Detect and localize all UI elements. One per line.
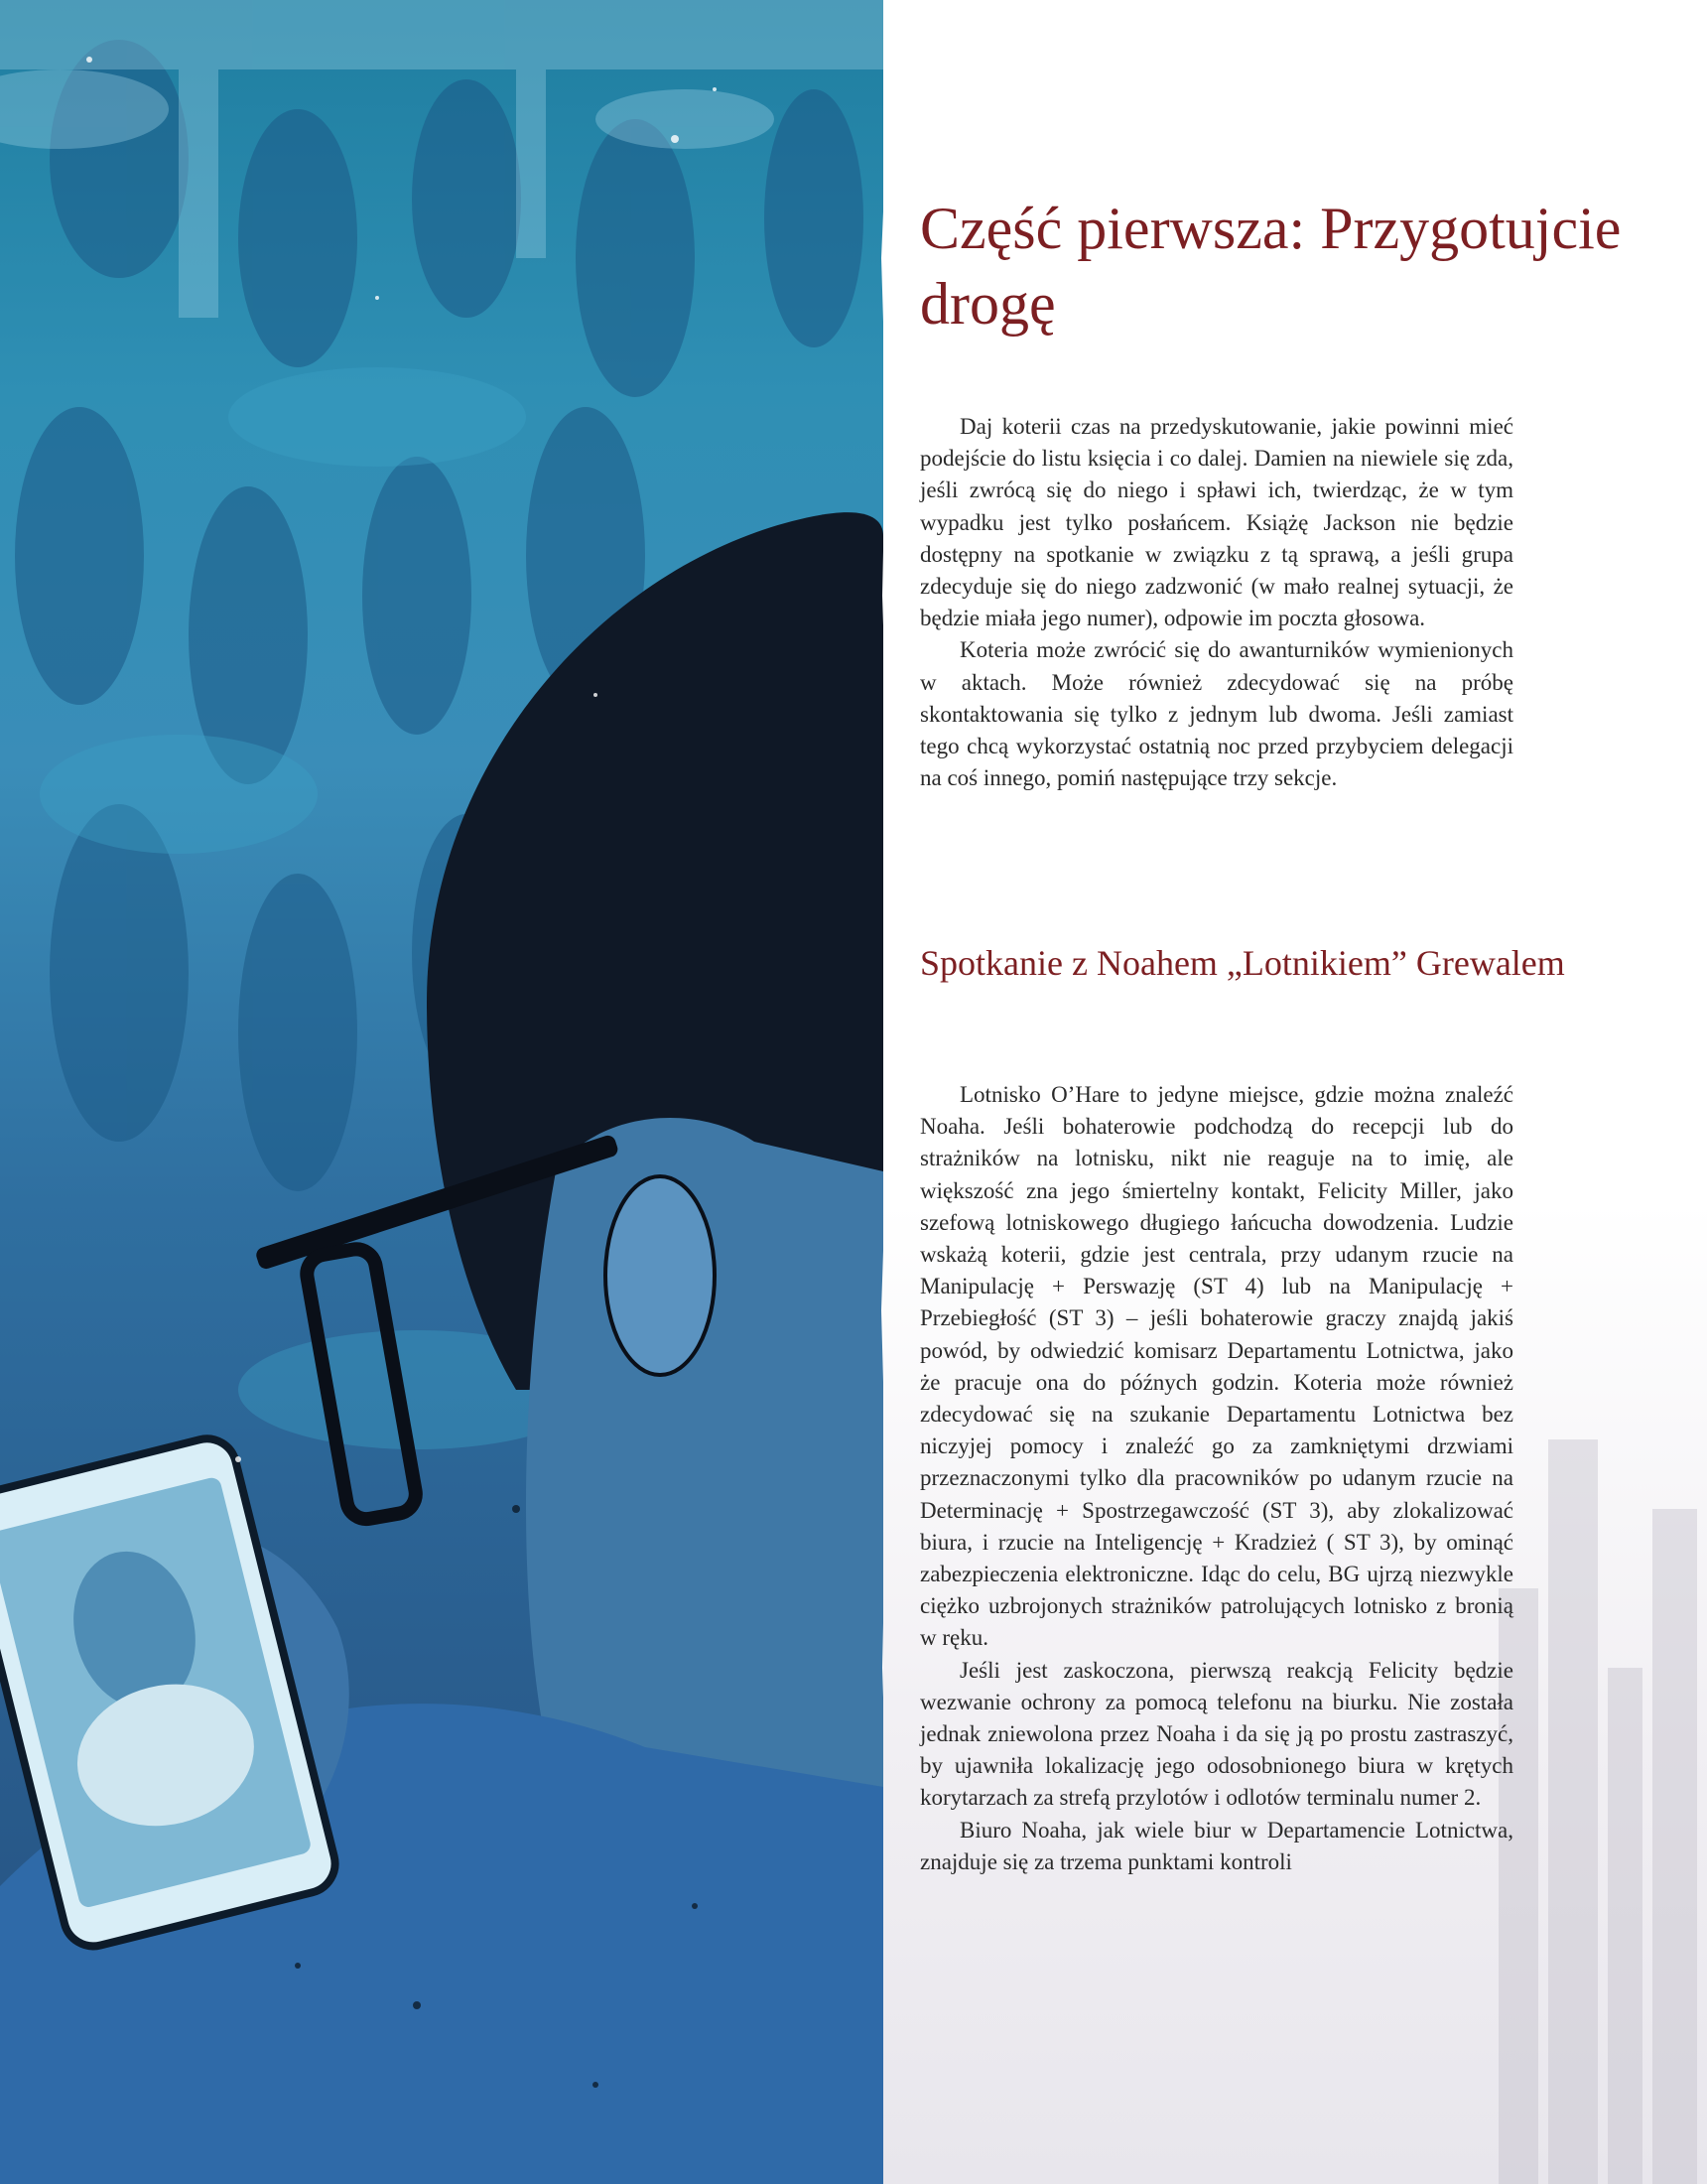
intro-text [920,411,1513,794]
paragraph: Koteria może zwrócić się do awanturników wymienionych w aktach. Może również zdecydować się na próbę skontaktowania się tylko z jednym lub dwoma. Jeśli zamiast tego chcą wykorzystać ostatnią noc przed przybyciem delegacji na coś innego, pomiń następujące trzy sekcje. [920,637,1513,791]
chapter-title: Część pierwsza: Przygotujcie drogę [920,196,1622,337]
city-skyline-icon [1489,1291,1707,2184]
paragraph: Lotnisko O’Hare to jedyne miejsce, gdzie można znaleźć Noaha. Jeśli bohaterowie podchodzą do recepcji lub do strażników na lotnisku, nikt nie reaguje na to imię, ale większość zna jego śmiertelny kontakt, Felicity Miller, jako szefową lotniskowego długiego łańcucha dowodzenia. Ludzie wskażą koterii, gdzie jest centrala, przy udanym rzucie na Manipulację + Perswazję (ST 4) lub na Manipulację + Przebiegłość (ST 3) – jeśli bohaterowie graczy znajdą jakiś powód, by odwiedzić komisarz Departamentu Lotnictwa, jako że pracuje ona do późnych godzin. Koteria może również zdecydować się na szukanie Departamentu Lotnictwa bez niczyjej pomocy i znaleźć go za zamkniętymi drzwiami przeznaczonymi tylko dla pracowników po udanym rzucie na Determinację + Spostrzegawczość (ST 3), aby zlokalizować biura, i rzucie na Inteligencję + Kradzież ( ST 3), by ominąć zabezpieczenia elektroniczne. Idąc do celu, BG ujrzą niezwykle ciężko uzbrojonych strażników patrolujących lotnisko z bronią w ręku. [920,1082,1513,1651]
paragraph: Biuro Noaha, jak wiele biur w Departamencie Lotnictwa, znajduje się za trzema punktami kontroli [920,1817,1513,1874]
section-text [920,1079,1513,1878]
paragraph: Jeśli jest zaskoczona, pierwszą reakcją Felicity będzie wezwanie ochrony za pomocą telefonu na biurku. Nie została jednak zniewolona przez Noaha i da się ją po prostu zastraszyć, by ujawniła lokalizację jego odosobnionego biura w krętych korytarzach za strefą przylotów i odlotów terminalu numer 2. [920,1657,1513,1811]
paragraph: Daj koterii czas na przedyskutowanie, jakie powinni mieć podejście do listu księcia i co dalej. Damien na niewiele się zda, jeśli zwrócą się do niego i spławi ich, twierdząc, że w tym wypadku jest tylko posłańcem. Książę Jackson nie będzie dostępny na spotkanie w związku z tą sprawą, a jeśli grupa zdecyduje się do niego zadzwonić (w mało realnej sytuacji, że będzie miała jego numer), odpowie im poczta głosowa. [920,414,1513,631]
section-title: Spotkanie z Noahem „Lotnikiem” Grewalem [920,943,1565,983]
